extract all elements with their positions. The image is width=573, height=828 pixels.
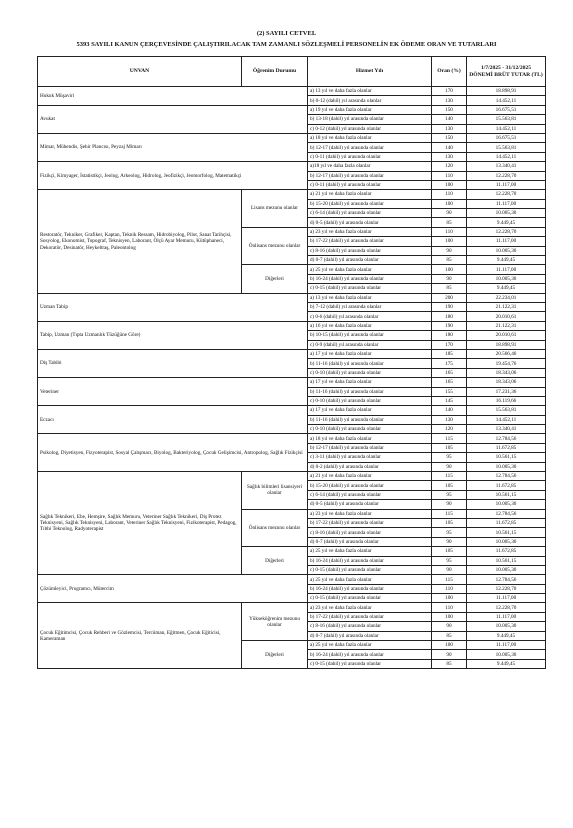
tutar-cell: 16.675,51 [467,133,546,142]
oran-cell: 105 [432,443,467,452]
payment-rate-table [37,56,546,669]
oran-cell: 185 [432,349,467,358]
tutar-cell: 11.672,85 [467,481,546,490]
oran-cell: 165 [432,378,467,387]
hizmet-cell: c) 0-9 (dahil) yıl arasında olanlar [308,340,432,349]
header-ogrenim: Öğrenim Durumu [242,57,308,87]
tutar-cell: 12.784,56 [467,434,546,443]
oran-cell: 90 [432,537,467,546]
table-row [38,378,546,387]
table-row [38,87,546,96]
oran-cell: 90 [432,209,467,218]
tutar-cell: 18.343,06 [467,368,546,377]
tutar-cell: 12.228,70 [467,584,546,593]
tutar-cell: 11.117,00 [467,641,546,650]
tutar-cell: 10.005,30 [467,500,546,509]
unvan-cell: Sağlık Teknikeri, Ebe, Hemşire, Sağlık Memuru, Veteriner Sağlık Teknikeri, Diş Protez Teknisyeni, Sağlık Teknisyeni, Laborant, Veteriner Sağlık Teknisyeni, Fizikoterapist, Pedagog, Tıbbi Teknolog, Radyoterapist [38,472,242,575]
tutar-cell: 9.449,45 [467,218,546,227]
oran-cell: 100 [432,612,467,621]
unvan-cell: Eczacı [38,406,308,434]
hizmet-cell: b) 16-24 (dahil) yıl arasında olanlar [308,584,432,593]
unvan-cell: Restoratör, Tekniker, Grafiker, Kaptan, Teknik Ressam, Hidrobiyolog, Pilot, Sanat Tarihçisi, Sosyolog, Ekonomist, Topograf, Teknisyen, Laborant, Ölçü Ayar Memuru, Kütüphaneci, Dekoratör, Desinatör, Heykeltraş, Paleontolog [38,190,242,293]
hizmet-cell: b) 16-24 (dahil) yıl arasında olanlar [308,650,432,659]
unvan-cell: Diş Tabibi [38,349,308,377]
oran-cell: 100 [432,265,467,274]
oran-cell: 110 [432,171,467,180]
oran-cell: 90 [432,650,467,659]
hizmet-cell: a) 21 yıl ve daha fazla olanlar [308,190,432,199]
oran-cell: 90 [432,500,467,509]
hizmet-cell: c) 3-11 (dahil) yıl arasında olanlar [308,453,432,462]
oran-cell: 200 [432,293,467,302]
oran-cell: 110 [432,190,467,199]
hizmet-cell: c) 0-10 (dahil) yıl arasında olanlar [308,425,432,434]
oran-cell: 90 [432,246,467,255]
tutar-cell: 10.561,15 [467,453,546,462]
unvan-cell: Fizikçi, Kimyager, İstatistikçi, Jeolog, Arkeolog, Hidrolog, Jeofizikçi, Jeomorfolog, Matematikçi [38,162,308,190]
hizmet-cell: d) 0-7 (dahil) yıl arasında olanlar [308,631,432,640]
tutar-cell: 20.566,46 [467,349,546,358]
tutar-cell: 14.452,11 [467,96,546,105]
oran-cell: 100 [432,641,467,650]
oran-cell: 140 [432,115,467,124]
tutar-cell: 16.119,66 [467,396,546,405]
hizmet-cell: c) 0-6 (dahil) yıl arasında olanlar [308,312,432,321]
hizmet-cell: b) 15-20 (dahil) yıl arasında olanlar [308,481,432,490]
tutar-cell: 10.561,15 [467,528,546,537]
unvan-cell: Çözümleyici, Programcı, Mütercim [38,575,308,603]
tutar-cell: 22.234,01 [467,293,546,302]
oran-cell: 110 [432,227,467,236]
unvan-cell: Avukat [38,105,308,133]
tutar-cell: 11.672,85 [467,547,546,556]
table-row [38,293,546,302]
document-subtitle: 5393 SAYILI KANUN ÇERÇEVESİNDE ÇALIŞTIRILACAK TAM ZAMANLI SÖZLEŞMELİ PERSONELİN EK ÖDEME ORAN VE TUTARLARI [76,41,497,48]
oran-cell: 95 [432,556,467,565]
tutar-cell: 13.340,41 [467,162,546,171]
header-tutar: 1/7/2025 - 31/12/2025 DÖNEMİ BRÜT TUTAR (TL) [467,57,546,87]
tutar-cell: 11.117,00 [467,180,546,189]
hizmet-cell: a) 23 yıl ve daha fazla olanlar [308,509,432,518]
oran-cell: 110 [432,603,467,612]
oran-cell: 120 [432,162,467,171]
tutar-cell: 12.228,70 [467,171,546,180]
table-row [38,105,546,114]
ogrenim-cell: Diğerleri [242,547,308,575]
tutar-cell: 19.454,76 [467,359,546,368]
tutar-cell: 11.117,00 [467,594,546,603]
hizmet-cell: b) 12-17 (dahil) yıl arasında olanlar [308,143,432,152]
table-row [38,472,546,481]
hizmet-cell: b) 16-24 (dahil) yıl arasında olanlar [308,274,432,283]
hizmet-cell: b) 7-12 (dahil) yıl arasında olanlar [308,302,432,311]
hizmet-cell: c) 8-16 (dahil) yıl arasında olanlar [308,246,432,255]
tutar-cell: 12.784,56 [467,472,546,481]
hizmet-cell: a) 25 yıl ve daha fazla olanlar [308,547,432,556]
oran-cell: 190 [432,302,467,311]
hizmet-cell: a) 17 yıl ve daha fazla olanlar [308,378,432,387]
oran-cell: 115 [432,434,467,443]
hizmet-cell: a) 25 yıl ve daha fazla olanlar [308,641,432,650]
oran-cell: 110 [432,584,467,593]
hizmet-cell: c) 0-12 (dahil) yıl arasında olanlar [308,124,432,133]
ogrenim-cell: Lisans mezunu olanlar [242,190,308,228]
hizmet-cell: d) 0-5 (dahil) yıl arasında olanlar [308,218,432,227]
tutar-cell: 10.005,30 [467,537,546,546]
tutar-cell: 14.452,11 [467,415,546,424]
tutar-cell: 12.228,70 [467,603,546,612]
tutar-cell: 10.561,15 [467,490,546,499]
tutar-cell: 14.452,11 [467,124,546,133]
tutar-cell: 14.452,11 [467,152,546,161]
oran-cell: 85 [432,256,467,265]
oran-cell: 130 [432,152,467,161]
hizmet-cell: d) 0-7 (dahil) yıl arasında olanlar [308,537,432,546]
tutar-cell: 11.672,85 [467,443,546,452]
tutar-cell: 10.005,30 [467,462,546,471]
oran-cell: 170 [432,340,467,349]
table-body [38,87,546,669]
tutar-cell: 10.005,30 [467,565,546,574]
oran-cell: 90 [432,274,467,283]
oran-cell: 85 [432,631,467,640]
hizmet-cell: c) 0-15 (dahil) yıl arasında olanlar [308,659,432,668]
unvan-cell: Mimar, Mühendis, Şehir Plancısı, Peyzaj Mimarı [38,133,308,161]
hizmet-cell: a)18 yıl ve daha fazla olanlar [308,162,432,171]
hizmet-cell: b) 11-16 (dahil) yıl arasında olanlar [308,359,432,368]
tutar-cell: 11.117,00 [467,199,546,208]
tutar-cell: 15.563,81 [467,115,546,124]
oran-cell: 120 [432,425,467,434]
hizmet-cell: a) 13 yıl ve daha fazla olanlar [308,293,432,302]
tutar-cell: 12.228,70 [467,190,546,199]
oran-cell: 130 [432,415,467,424]
unvan-cell: Tabip, Uzman (Tıpta Uzmanlık Tüzüğüne Göre) [38,321,308,349]
hizmet-cell: a) 19 yıl ve daha fazla olanlar [308,105,432,114]
hizmet-cell: a) 18 yıl ve daha fazla olanlar [308,434,432,443]
oran-cell: 85 [432,284,467,293]
tutar-cell: 10.005,30 [467,274,546,283]
table-row [38,321,546,330]
hizmet-cell: a) 16 yıl ve daha fazla olanlar [308,321,432,330]
oran-cell: 115 [432,575,467,584]
oran-cell: 150 [432,133,467,142]
hizmet-cell: c) 0-11 (dahil) yıl arasında olanlar [308,180,432,189]
oran-cell: 130 [432,124,467,133]
oran-cell: 165 [432,368,467,377]
tutar-cell: 10.005,30 [467,246,546,255]
hizmet-cell: c) 0-10 (dahil) yıl arasında olanlar [308,396,432,405]
tutar-cell: 15.563,81 [467,406,546,415]
hizmet-cell: b) 13-18 (dahil) yıl arasında olanlar [308,115,432,124]
oran-cell: 100 [432,237,467,246]
oran-cell: 95 [432,490,467,499]
oran-cell: 140 [432,406,467,415]
oran-cell: 190 [432,321,467,330]
oran-cell: 105 [432,518,467,527]
oran-cell: 150 [432,105,467,114]
hizmet-cell: d) 0-2 (dahil) yıl arasında olanlar [308,462,432,471]
hizmet-cell: a) 23 yıl ve daha fazla olanlar [308,227,432,236]
ogrenim-cell: Önlisans mezunu olanlar [242,509,308,547]
table-row [38,603,546,612]
tutar-cell: 11.672,85 [467,518,546,527]
ogrenim-cell: Diğerleri [242,641,308,669]
oran-cell: 180 [432,331,467,340]
tutar-cell: 20.010,61 [467,331,546,340]
table-row [38,406,546,415]
oran-cell: 130 [432,96,467,105]
hizmet-cell: c) 6-14 (dahil) yıl arasında olanlar [308,209,432,218]
oran-cell: 105 [432,481,467,490]
hizmet-cell: c) 8-16 (dahil) yıl arasında olanlar [308,528,432,537]
hizmet-cell: b) 11-16 (dahil) yıl arasında olanlar [308,415,432,424]
hizmet-cell: a) 17 yıl ve daha fazla olanlar [308,406,432,415]
oran-cell: 100 [432,199,467,208]
oran-cell: 90 [432,622,467,631]
tutar-cell: 12.228,70 [467,227,546,236]
header-unvan: UNVAN [38,57,242,87]
tutar-cell: 11.117,00 [467,265,546,274]
table-header-row [38,57,546,87]
oran-cell: 85 [432,218,467,227]
tutar-cell: 11.117,00 [467,237,546,246]
header-hizmet: Hizmet Yılı [308,57,432,87]
tutar-cell: 17.231,36 [467,387,546,396]
oran-cell: 95 [432,528,467,537]
tutar-cell: 10.005,30 [467,622,546,631]
oran-cell: 115 [432,472,467,481]
hizmet-cell: b) 0-12 (dahil) yıl arasında olanlar [308,96,432,105]
tutar-cell: 15.563,81 [467,143,546,152]
tutar-cell: 9.449,45 [467,256,546,265]
oran-cell: 180 [432,312,467,321]
tutar-cell: 21.122,31 [467,302,546,311]
tutar-cell: 20.010,61 [467,312,546,321]
hizmet-cell: b) 17-22 (dahil) yıl arasında olanlar [308,518,432,527]
tutar-cell: 18.898,91 [467,87,546,96]
hizmet-cell: b) 12-17 (dahil) yıl arasında olanlar [308,443,432,452]
tutar-cell: 10.561,15 [467,556,546,565]
tutar-cell: 9.449,45 [467,284,546,293]
hizmet-cell: c) 0-15 (dahil) yıl arasında olanlar [308,594,432,603]
hizmet-cell: b) 12-17 (dahil) yıl arasında olanlar [308,171,432,180]
tutar-cell: 10.005,30 [467,650,546,659]
tutar-cell: 16.675,51 [467,105,546,114]
hizmet-cell: a) 25 yıl ve daha fazla olanlar [308,265,432,274]
hizmet-cell: b) 11-16 (dahil) yıl arasında olanlar [308,387,432,396]
oran-cell: 155 [432,387,467,396]
header-oran: Oran (%) [432,57,467,87]
oran-cell: 100 [432,180,467,189]
unvan-cell: Çocuk Eğitimcisi, Çocuk Rehberi ve Gözlemcisi, Tercüman, Eğitmen, Çocuk Eğiticisi, Kameraman [38,603,242,669]
oran-cell: 95 [432,453,467,462]
unvan-cell: Veteriner [38,378,308,406]
tutar-cell: 10.005,30 [467,209,546,218]
table-row [38,434,546,443]
hizmet-cell: c) 0-11 (dahil) yıl arasında olanlar [308,152,432,161]
hizmet-cell: b) 17-22 (dahil) yıl arasında olanlar [308,237,432,246]
oran-cell: 100 [432,594,467,603]
oran-cell: 170 [432,87,467,96]
tutar-cell: 12.784,56 [467,509,546,518]
table-row [38,349,546,358]
hizmet-cell: a) 18 yıl ve daha fazla olanlar [308,133,432,142]
hizmet-cell: c) 8-16 (dahil) yıl arasında olanlar [308,622,432,631]
unvan-cell: Hukuk Müşaviri [38,87,308,106]
ogrenim-cell: Önlisans mezunu olanlar [242,227,308,265]
ogrenim-cell: Sağlık bilimleri lisansiyeri olanlar [242,472,308,510]
hizmet-cell: b) 16-24 (dahil) yıl arasında olanlar [308,556,432,565]
table-row [38,190,546,199]
oran-cell: 175 [432,359,467,368]
hizmet-cell: a) 21 yıl ve daha fazla olanlar [308,472,432,481]
oran-cell: 145 [432,396,467,405]
table-row [38,133,546,142]
tutar-cell: 9.449,45 [467,659,546,668]
tutar-cell: 18.898,91 [467,340,546,349]
oran-cell: 85 [432,659,467,668]
table-row [38,575,546,584]
tutar-cell: 18.343,06 [467,378,546,387]
hizmet-cell: c) 0-15 (dahil) yıl arasında olanlar [308,565,432,574]
ogrenim-cell: Diğerleri [242,265,308,293]
hizmet-cell: c) 0-10 (dahil) yıl arasında olanlar [308,368,432,377]
oran-cell: 90 [432,565,467,574]
unvan-cell: Psikolog, Diyetisyen, Fizyoterapist, Sosyal Çalışmacı, Biyolog, Bakteriyolog, Çocuk Gelişimcisi, Antropolog, Sağlık Fizikçisi [38,434,308,472]
unvan-cell: Uzman Tabip [38,293,308,321]
oran-cell: 140 [432,143,467,152]
hizmet-cell: a) 13 yıl ve daha fazla olanlar [308,87,432,96]
hizmet-cell: a) 23 yıl ve daha fazla olanlar [308,603,432,612]
tutar-cell: 11.117,00 [467,612,546,621]
hizmet-cell: a) 25 yıl ve daha fazla olanlar [308,575,432,584]
oran-cell: 115 [432,509,467,518]
oran-cell: 105 [432,547,467,556]
hizmet-cell: c) 0-15 (dahil) yıl arasında olanlar [308,284,432,293]
document-title: (2) SAYILI CETVEL [256,30,317,37]
oran-cell: 90 [432,462,467,471]
tutar-cell: 13.340,41 [467,425,546,434]
tutar-cell: 12.784,56 [467,575,546,584]
hizmet-cell: b) 17-22 (dahil) yıl arasında olanlar [308,612,432,621]
hizmet-cell: b) 15-20 (dahil) yıl arasında olanlar [308,199,432,208]
tutar-cell: 21.122,31 [467,321,546,330]
hizmet-cell: d) 0-5 (dahil) yıl arasında olanlar [308,500,432,509]
hizmet-cell: c) 6-14 (dahil) yıl arasında olanlar [308,490,432,499]
tutar-cell: 9.449,45 [467,631,546,640]
table-row [38,162,546,171]
hizmet-cell: d) 0-7 (dahil) yıl arasında olanlar [308,256,432,265]
hizmet-cell: a) 17 yıl ve daha fazla olanlar [308,349,432,358]
ogrenim-cell: Yükseköğrenim mezunu olanlar [242,603,308,641]
hizmet-cell: b) 10-15 (dahil) yıl arasında olanlar [308,331,432,340]
